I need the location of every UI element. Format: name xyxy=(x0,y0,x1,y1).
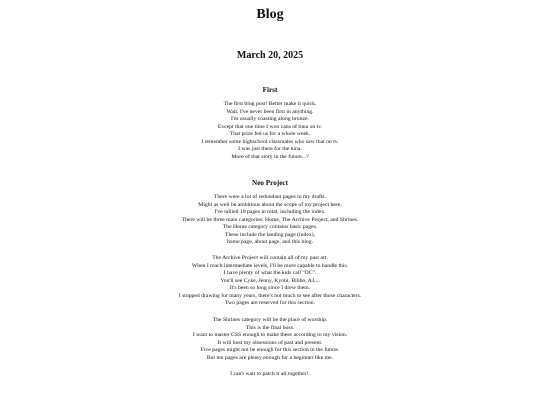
text-line: The Home category contains basic pages. xyxy=(222,224,318,230)
neo-project-paragraph-closing xyxy=(0,371,540,379)
text-line: I want to master CSS enough to make these according to my vision. xyxy=(192,332,348,338)
neo-project-paragraph-home xyxy=(0,194,540,247)
text-line: I remember some highschool classmates who saw that on tv. xyxy=(201,138,339,145)
text-line: Might as well be ambitious about the scope of my project here. xyxy=(198,201,342,208)
text-line: There will be three main categories: Home, The Archive Project, and Shrines. xyxy=(181,216,359,223)
text-line: More of that story in the future...? xyxy=(231,153,309,160)
text-line: The first blog post! Better make it quick. xyxy=(223,101,317,107)
blog-title: Blog xyxy=(256,7,284,22)
post-date: March 20, 2025 xyxy=(236,50,304,61)
text-line: I'm usually coasting along bronze. xyxy=(231,116,309,122)
text-line: But ten pages are plenty enough for a beginner like me. xyxy=(206,354,334,361)
text-line: Two pages are reserved for this section. xyxy=(224,300,316,306)
text-line: It will host my obsessions of past and present. xyxy=(217,339,323,346)
text-line: I can't wait to patch it all together!. xyxy=(230,371,310,377)
text-line: I stopped drawing for many years, there's not much to see after those characters. xyxy=(178,292,362,299)
text-line: Except that one time I won cans of tuna on tv. xyxy=(217,123,323,130)
text-line: When I reach intermediate levels, I'll be more capable to handle this. xyxy=(191,262,349,269)
text-line: Five pages might not be enough for this section in the future. xyxy=(200,347,340,353)
text-line: The Archive Project will contain all of my past art. xyxy=(212,255,328,261)
text-line: It's been so long since I drew them. xyxy=(229,285,311,291)
text-line: Wait. I've never been first in anything. xyxy=(226,108,314,115)
text-line: home page, about page, and this blog. xyxy=(226,239,314,245)
text-line: The Shrines category will be the place of worship. xyxy=(212,317,328,323)
text-line: There were a lot of redundant pages in my drafts. xyxy=(213,194,327,200)
section-title-neo-project: Neo Project xyxy=(252,179,288,187)
first-post-paragraph xyxy=(0,101,540,161)
text-line: I've tallied 10 pages in total, including the index. xyxy=(214,209,326,215)
text-line: I was just there for the tuna. xyxy=(238,146,302,152)
text-line: You'll see Cyke, Jenny, Kyobi, Bibbo, AJ,... xyxy=(220,277,320,284)
neo-project-paragraph-archive xyxy=(0,255,540,308)
neo-project-paragraph-shrines xyxy=(0,317,540,362)
text-line: This is the final boss. xyxy=(245,324,295,331)
text-line: That prize fed us for a whole week. xyxy=(229,131,311,137)
text-line: I have plenty of what the kids call "OC". xyxy=(223,270,317,276)
text-line: These include the landing page (index), xyxy=(224,231,316,238)
section-title-first: First xyxy=(262,86,278,94)
